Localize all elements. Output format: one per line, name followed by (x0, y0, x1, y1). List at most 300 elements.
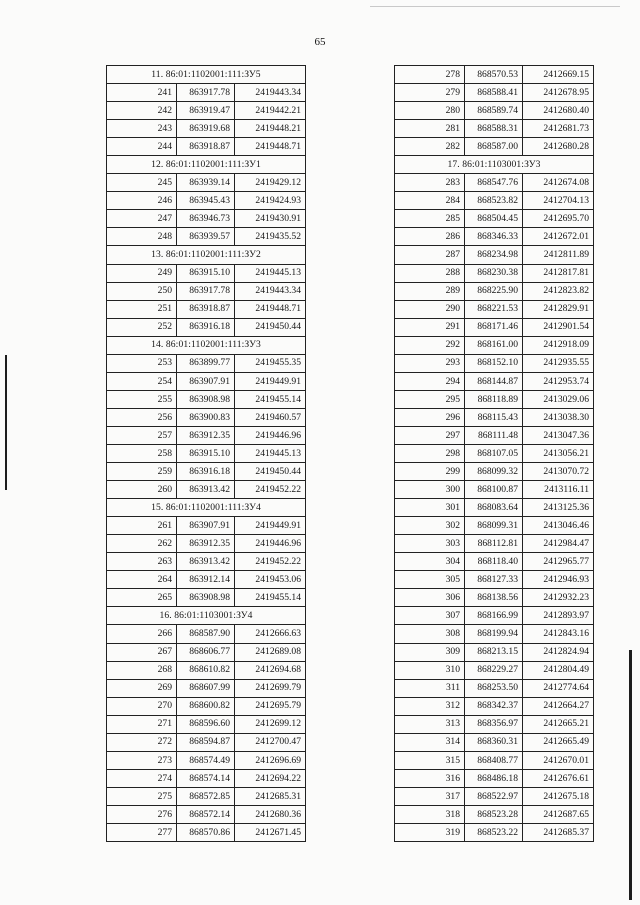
coord-x: 868574.49 (177, 751, 235, 769)
table-row (395, 787, 594, 805)
coord-y: 2419448.21 (235, 120, 306, 138)
coord-x: 863919.47 (177, 102, 235, 120)
coord-y: 2413125.36 (523, 499, 594, 517)
coord-y: 2419453.06 (235, 571, 306, 589)
table-row (395, 390, 594, 408)
coord-x: 863913.42 (177, 553, 235, 571)
point-number: 272 (107, 733, 177, 751)
coord-y: 2419455.14 (235, 589, 306, 607)
point-number: 267 (107, 643, 177, 661)
coord-x: 868166.99 (465, 607, 523, 625)
coord-y: 2419455.14 (235, 390, 306, 408)
coord-y: 2412695.79 (235, 697, 306, 715)
table-row (395, 751, 594, 769)
group-header: 16. 86:01:1103001:ЗУ4 (107, 607, 306, 625)
coord-y: 2412918.09 (523, 336, 594, 354)
coord-x: 868127.33 (465, 571, 523, 589)
point-number: 262 (107, 535, 177, 553)
coord-x: 868504.45 (465, 210, 523, 228)
table-row (107, 697, 306, 715)
coord-x: 863918.87 (177, 138, 235, 156)
table-row (107, 787, 306, 805)
coord-y: 2412675.18 (523, 787, 594, 805)
coord-x: 863907.91 (177, 517, 235, 535)
coord-y: 2419442.21 (235, 102, 306, 120)
coord-x: 868594.87 (177, 733, 235, 751)
point-number: 305 (395, 571, 465, 589)
point-number: 295 (395, 390, 465, 408)
coord-y: 2419445.13 (235, 444, 306, 462)
table-row (395, 300, 594, 318)
group-header-row (395, 156, 594, 174)
coord-y: 2419443.34 (235, 84, 306, 102)
table-row (395, 174, 594, 192)
coord-x: 868570.53 (465, 66, 523, 84)
point-number: 265 (107, 589, 177, 607)
point-number: 304 (395, 553, 465, 571)
coord-y: 2412700.47 (235, 733, 306, 751)
coord-x: 863945.43 (177, 192, 235, 210)
coord-y: 2419443.34 (235, 282, 306, 300)
coord-y: 2412696.69 (235, 751, 306, 769)
point-number: 278 (395, 66, 465, 84)
point-number: 273 (107, 751, 177, 769)
coord-x: 868112.81 (465, 535, 523, 553)
coord-x: 868234.98 (465, 246, 523, 264)
point-number: 257 (107, 426, 177, 444)
group-header-row (107, 246, 306, 264)
coord-y: 2419455.35 (235, 354, 306, 372)
coord-x: 868100.87 (465, 481, 523, 499)
table-row (395, 607, 594, 625)
scan-edge-mark-right (629, 650, 632, 900)
coord-y: 2419448.71 (235, 300, 306, 318)
coord-x: 868356.97 (465, 715, 523, 733)
table-row (395, 426, 594, 444)
table-row (395, 336, 594, 354)
scan-edge-mark-left (5, 355, 7, 490)
coord-x: 863912.35 (177, 426, 235, 444)
coord-y: 2412953.74 (523, 372, 594, 390)
point-number: 286 (395, 228, 465, 246)
coord-x: 868486.18 (465, 769, 523, 787)
coord-x: 868607.99 (177, 679, 235, 697)
coord-x: 863908.98 (177, 589, 235, 607)
coord-x: 868574.14 (177, 769, 235, 787)
coord-x: 868107.05 (465, 444, 523, 462)
table-row (107, 571, 306, 589)
table-row (107, 553, 306, 571)
table-row (395, 499, 594, 517)
coord-x: 863946.73 (177, 210, 235, 228)
point-number: 282 (395, 138, 465, 156)
table-row (107, 805, 306, 823)
table-row (395, 120, 594, 138)
coord-y: 2412984.47 (523, 535, 594, 553)
table-row (395, 138, 594, 156)
coordinates-table-left (106, 65, 306, 842)
point-number: 252 (107, 318, 177, 336)
table-row (107, 264, 306, 282)
point-number: 313 (395, 715, 465, 733)
coord-y: 2412678.95 (523, 84, 594, 102)
point-number: 277 (107, 823, 177, 841)
coord-x: 863907.91 (177, 372, 235, 390)
coord-x: 863915.10 (177, 264, 235, 282)
coord-x: 868570.86 (177, 823, 235, 841)
point-number: 274 (107, 769, 177, 787)
page-number: 65 (314, 36, 326, 48)
coord-y: 2413070.72 (523, 463, 594, 481)
coord-x: 868230.38 (465, 264, 523, 282)
table-row (395, 571, 594, 589)
coord-y: 2412680.40 (523, 102, 594, 120)
table-row (395, 372, 594, 390)
coord-x: 868523.22 (465, 823, 523, 841)
table-row (107, 517, 306, 535)
point-number: 288 (395, 264, 465, 282)
group-header: 17. 86:01:1103001:ЗУ3 (395, 156, 594, 174)
coord-x: 868171.46 (465, 318, 523, 336)
coord-y: 2412699.79 (235, 679, 306, 697)
coord-x: 863912.35 (177, 535, 235, 553)
coord-y: 2412665.49 (523, 733, 594, 751)
table-row (107, 715, 306, 733)
point-number: 292 (395, 336, 465, 354)
table-row (395, 589, 594, 607)
group-header: 12. 86:01:1102001:111:ЗУ1 (107, 156, 306, 174)
coord-x: 868099.31 (465, 517, 523, 535)
point-number: 308 (395, 625, 465, 643)
coord-y: 2412676.61 (523, 769, 594, 787)
coord-y: 2412829.91 (523, 300, 594, 318)
table-row (395, 517, 594, 535)
coord-x: 868523.82 (465, 192, 523, 210)
coord-y: 2413029.06 (523, 390, 594, 408)
table-row (395, 282, 594, 300)
table-row (395, 625, 594, 643)
point-number: 318 (395, 805, 465, 823)
coord-x: 863939.57 (177, 228, 235, 246)
table-row (107, 679, 306, 697)
table-row (107, 210, 306, 228)
table-row (395, 84, 594, 102)
point-number: 307 (395, 607, 465, 625)
coord-x: 868589.74 (465, 102, 523, 120)
table-row (107, 481, 306, 499)
coord-y: 2412685.31 (235, 787, 306, 805)
point-number: 243 (107, 120, 177, 138)
coord-x: 868099.32 (465, 463, 523, 481)
coord-y: 2412681.73 (523, 120, 594, 138)
coord-y: 2412670.01 (523, 751, 594, 769)
coord-y: 2419446.96 (235, 535, 306, 553)
group-header-row (107, 607, 306, 625)
point-number: 319 (395, 823, 465, 841)
coord-x: 868587.90 (177, 625, 235, 643)
coord-x: 868572.85 (177, 787, 235, 805)
coord-x: 868152.10 (465, 354, 523, 372)
coord-y: 2419460.57 (235, 408, 306, 426)
coord-y: 2412674.08 (523, 174, 594, 192)
table-row (107, 138, 306, 156)
point-number: 281 (395, 120, 465, 138)
coord-y: 2419452.22 (235, 481, 306, 499)
table-row (395, 823, 594, 841)
point-number: 299 (395, 463, 465, 481)
table-row (107, 84, 306, 102)
coord-x: 863939.14 (177, 174, 235, 192)
point-number: 290 (395, 300, 465, 318)
coord-x: 863899.77 (177, 354, 235, 372)
table-row (107, 463, 306, 481)
coord-y: 2412694.68 (235, 661, 306, 679)
table-row (395, 553, 594, 571)
coord-x: 868221.53 (465, 300, 523, 318)
table-row (107, 120, 306, 138)
point-number: 289 (395, 282, 465, 300)
coord-y: 2413116.11 (523, 481, 594, 499)
table-row (107, 408, 306, 426)
point-number: 301 (395, 499, 465, 517)
point-number: 291 (395, 318, 465, 336)
table-row (107, 751, 306, 769)
point-number: 264 (107, 571, 177, 589)
table-row (107, 174, 306, 192)
table-row (395, 318, 594, 336)
coord-y: 2412774.64 (523, 679, 594, 697)
point-number: 294 (395, 372, 465, 390)
point-number: 261 (107, 517, 177, 535)
table-row (107, 643, 306, 661)
coord-y: 2412804.49 (523, 661, 594, 679)
coord-y: 2419429.12 (235, 174, 306, 192)
table-row (107, 769, 306, 787)
point-number: 258 (107, 444, 177, 462)
coord-x: 868600.82 (177, 697, 235, 715)
coord-y: 2412680.36 (235, 805, 306, 823)
coord-y: 2412699.12 (235, 715, 306, 733)
table-row (395, 354, 594, 372)
coord-y: 2412946.93 (523, 571, 594, 589)
table-row (395, 481, 594, 499)
point-number: 248 (107, 228, 177, 246)
table-row (395, 210, 594, 228)
coord-y: 2419449.91 (235, 372, 306, 390)
point-number: 268 (107, 661, 177, 679)
table-row (395, 408, 594, 426)
table-row (395, 661, 594, 679)
coord-y: 2412680.28 (523, 138, 594, 156)
coord-y: 2412817.81 (523, 264, 594, 282)
point-number: 298 (395, 444, 465, 462)
coord-y: 2412824.94 (523, 643, 594, 661)
point-number: 311 (395, 679, 465, 697)
point-number: 296 (395, 408, 465, 426)
table-row (107, 823, 306, 841)
table-row (107, 354, 306, 372)
coord-x: 868588.31 (465, 120, 523, 138)
coord-x: 863917.78 (177, 84, 235, 102)
coord-x: 863916.18 (177, 318, 235, 336)
point-number: 250 (107, 282, 177, 300)
group-header-row (107, 66, 306, 84)
table-row (395, 643, 594, 661)
coord-x: 868253.50 (465, 679, 523, 697)
coord-y: 2413056.21 (523, 444, 594, 462)
coord-y: 2412823.82 (523, 282, 594, 300)
scan-noise-top (370, 6, 620, 7)
point-number: 297 (395, 426, 465, 444)
point-number: 270 (107, 697, 177, 715)
point-number: 303 (395, 535, 465, 553)
coord-x: 868360.31 (465, 733, 523, 751)
coord-x: 868588.41 (465, 84, 523, 102)
point-number: 315 (395, 751, 465, 769)
point-number: 275 (107, 787, 177, 805)
coord-y: 2412689.08 (235, 643, 306, 661)
point-number: 255 (107, 390, 177, 408)
point-number: 306 (395, 589, 465, 607)
coord-x: 868596.60 (177, 715, 235, 733)
coord-y: 2412687.65 (523, 805, 594, 823)
coord-y: 2412669.15 (523, 66, 594, 84)
group-header-row (107, 156, 306, 174)
group-header: 11. 86:01:1102001:111:ЗУ5 (107, 66, 306, 84)
table-row (395, 715, 594, 733)
table-body-right (395, 66, 594, 842)
table-row (107, 661, 306, 679)
point-number: 242 (107, 102, 177, 120)
point-number: 247 (107, 210, 177, 228)
coord-x: 868111.48 (465, 426, 523, 444)
coord-x: 863908.98 (177, 390, 235, 408)
table-row (107, 282, 306, 300)
coord-x: 868225.90 (465, 282, 523, 300)
point-number: 253 (107, 354, 177, 372)
coord-x: 863900.83 (177, 408, 235, 426)
coord-x: 868523.28 (465, 805, 523, 823)
table-row (107, 228, 306, 246)
table-row (107, 733, 306, 751)
table-row (395, 733, 594, 751)
coord-x: 868342.37 (465, 697, 523, 715)
coord-x: 868229.27 (465, 661, 523, 679)
point-number: 280 (395, 102, 465, 120)
point-number: 309 (395, 643, 465, 661)
coord-y: 2419430.91 (235, 210, 306, 228)
coord-y: 2419450.44 (235, 463, 306, 481)
table-row (395, 102, 594, 120)
coord-y: 2419446.96 (235, 426, 306, 444)
coord-y: 2419435.52 (235, 228, 306, 246)
coord-y: 2412672.01 (523, 228, 594, 246)
coord-x: 863917.78 (177, 282, 235, 300)
coord-y: 2412666.63 (235, 625, 306, 643)
coord-y: 2412695.70 (523, 210, 594, 228)
group-header: 13. 86:01:1102001:111:ЗУ2 (107, 246, 306, 264)
table-row (395, 228, 594, 246)
coord-y: 2412811.89 (523, 246, 594, 264)
group-header: 14. 86:01:1102001:111:ЗУ3 (107, 336, 306, 354)
coord-y: 2412932.23 (523, 589, 594, 607)
table-row (395, 264, 594, 282)
coord-y: 2412665.21 (523, 715, 594, 733)
coord-x: 868408.77 (465, 751, 523, 769)
point-number: 287 (395, 246, 465, 264)
point-number: 293 (395, 354, 465, 372)
table-row (395, 463, 594, 481)
coord-x: 868610.82 (177, 661, 235, 679)
coord-y: 2412704.13 (523, 192, 594, 210)
table-row (107, 625, 306, 643)
point-number: 314 (395, 733, 465, 751)
point-number: 317 (395, 787, 465, 805)
coord-x: 868587.00 (465, 138, 523, 156)
coord-y: 2412664.27 (523, 697, 594, 715)
coord-x: 868199.94 (465, 625, 523, 643)
coord-y: 2412935.55 (523, 354, 594, 372)
point-number: 271 (107, 715, 177, 733)
coord-x: 868118.89 (465, 390, 523, 408)
coord-x: 868572.14 (177, 805, 235, 823)
coord-x: 863916.18 (177, 463, 235, 481)
point-number: 269 (107, 679, 177, 697)
coordinates-table-right (394, 65, 594, 842)
point-number: 279 (395, 84, 465, 102)
coord-y: 2419445.13 (235, 264, 306, 282)
point-number: 259 (107, 463, 177, 481)
coord-x: 868346.33 (465, 228, 523, 246)
table-row (107, 444, 306, 462)
point-number: 249 (107, 264, 177, 282)
coord-x: 868083.64 (465, 499, 523, 517)
table-row (395, 769, 594, 787)
coord-y: 2419424.93 (235, 192, 306, 210)
coord-y: 2413046.46 (523, 517, 594, 535)
coord-x: 868213.15 (465, 643, 523, 661)
point-number: 285 (395, 210, 465, 228)
group-header-row (107, 336, 306, 354)
point-number: 284 (395, 192, 465, 210)
coord-y: 2413038.30 (523, 408, 594, 426)
coord-x: 868138.56 (465, 589, 523, 607)
point-number: 266 (107, 625, 177, 643)
table-row (395, 444, 594, 462)
table-row (107, 192, 306, 210)
coord-y: 2412694.22 (235, 769, 306, 787)
coord-y: 2412671.45 (235, 823, 306, 841)
coord-y: 2412965.77 (523, 553, 594, 571)
group-header-row (107, 499, 306, 517)
group-header: 15. 86:01:1102001:111:ЗУ4 (107, 499, 306, 517)
coord-y: 2419452.22 (235, 553, 306, 571)
coord-x: 868115.43 (465, 408, 523, 426)
coord-y: 2412843.16 (523, 625, 594, 643)
table-row (395, 66, 594, 84)
table-row (107, 102, 306, 120)
coord-x: 863913.42 (177, 481, 235, 499)
table-row (107, 589, 306, 607)
point-number: 316 (395, 769, 465, 787)
point-number: 256 (107, 408, 177, 426)
point-number: 300 (395, 481, 465, 499)
point-number: 245 (107, 174, 177, 192)
coord-y: 2419450.44 (235, 318, 306, 336)
table-row (107, 535, 306, 553)
table-row (107, 426, 306, 444)
point-number: 283 (395, 174, 465, 192)
